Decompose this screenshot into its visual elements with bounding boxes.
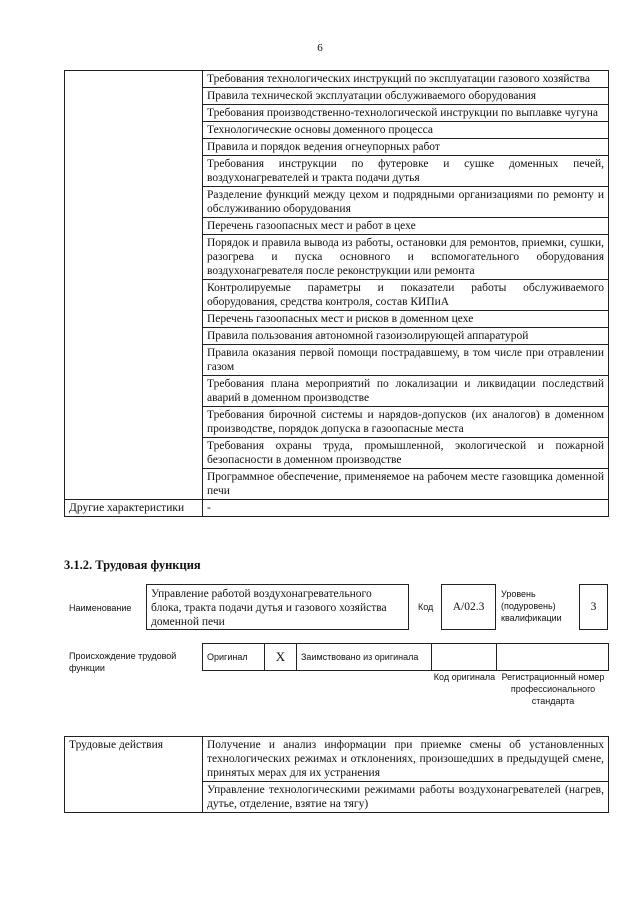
knowledge-item: Правила пользования автономной газоизолирующей аппаратурой [203, 328, 609, 345]
origin-reg-caption: Регистрационный номер профессионального стандарта [501, 672, 605, 706]
labor-actions-label: Трудовые действия [65, 737, 203, 813]
knowledge-table [64, 70, 609, 517]
function-level-box: 3 [579, 584, 608, 630]
origin-table [202, 643, 609, 671]
function-code-box: А/02.3 [441, 584, 496, 630]
origin-reg-cell [497, 644, 609, 671]
code-label: Код [418, 602, 434, 612]
knowledge-item: Правила и порядок ведения огнеупорных работ [203, 139, 609, 156]
knowledge-item: Требования технологических инструкций по эксплуатации газового хозяйства [203, 71, 609, 88]
origin-borrowed-cell: Заимствовано из оригинала [297, 644, 432, 671]
labor-actions-table [64, 736, 609, 813]
section-title: 3.1.2. Трудовая функция [64, 558, 201, 572]
origin-mark-cell: X [265, 644, 297, 671]
other-characteristics-value: - [203, 500, 609, 517]
knowledge-label-cell [65, 71, 203, 500]
knowledge-item: Разделение функций между цехом и подрядными организациями по ремонту и обслуживанию оборудования [203, 187, 609, 218]
knowledge-item: Технологические основы доменного процесса [203, 122, 609, 139]
knowledge-item: Перечень газоопасных мест и рисков в доменном цехе [203, 311, 609, 328]
origin-code-caption: Код оригинала [433, 672, 496, 682]
knowledge-item: Требования производственно-технологической инструкции по выплавке чугуна [203, 105, 609, 122]
knowledge-item: Требования бирочной системы и нарядов-допусков (их аналогов) в доменном производстве, порядок допуска в газоопасные места [203, 407, 609, 438]
other-characteristics-label: Другие характеристики [65, 500, 203, 517]
origin-original-cell: Оригинал [203, 644, 265, 671]
knowledge-row [65, 71, 609, 88]
knowledge-item: Требования инструкции по футеровке и сушке доменных печей, воздухонагревателей и тракта подачи дутья [203, 156, 609, 187]
origin-label: Происхождение трудовой функции [69, 651, 177, 673]
knowledge-item: Порядок и правила вывода из работы, остановки для ремонтов, приемки, сушки, разогрева и пуска основного и вспомогательного оборудования воздухонагревателя после реконструкции или ремонта [203, 235, 609, 280]
origin-code-cell [432, 644, 497, 671]
name-label: Наименование [69, 603, 132, 613]
knowledge-item: Контролируемые параметры и показатели работы обслуживаемого оборудования, средства контроля, состав КИПиА [203, 280, 609, 311]
level-label: Уровень (подуровень) квалификации [501, 589, 562, 623]
other-characteristics-row [65, 500, 609, 517]
labor-action-item: Управление технологическими режимами работы воздухонагревателей (нагрев, дутье, отделение, взятие на тягу) [203, 782, 609, 813]
knowledge-item: Требования охраны труда, промышленной, экологической и пожарной безопасности в доменном производстве [203, 438, 609, 469]
knowledge-item: Перечень газоопасных мест и работ в цехе [203, 218, 609, 235]
labor-action-item: Получение и анализ информации при приемке смены об установленных технологических режимах и отклонениях, произошедших в предыдущей смене, принятых мерах для их устранения [203, 737, 609, 782]
labor-action-row [65, 737, 609, 782]
page-number: 6 [317, 42, 323, 54]
function-name-box: Управление работой воздухонагревательного блока, тракта подачи дутья и газового хозяйства доменной печи [146, 584, 409, 630]
knowledge-item: Правила технической эксплуатации обслуживаемого оборудования [203, 88, 609, 105]
knowledge-item: Правила оказания первой помощи пострадавшему, в том числе при отравлении газом [203, 345, 609, 376]
knowledge-item: Требования плана мероприятий по локализации и ликвидации последствий аварий в доменном производстве [203, 376, 609, 407]
knowledge-item: Программное обеспечение, применяемое на рабочем месте газовщика доменной печи [203, 469, 609, 500]
